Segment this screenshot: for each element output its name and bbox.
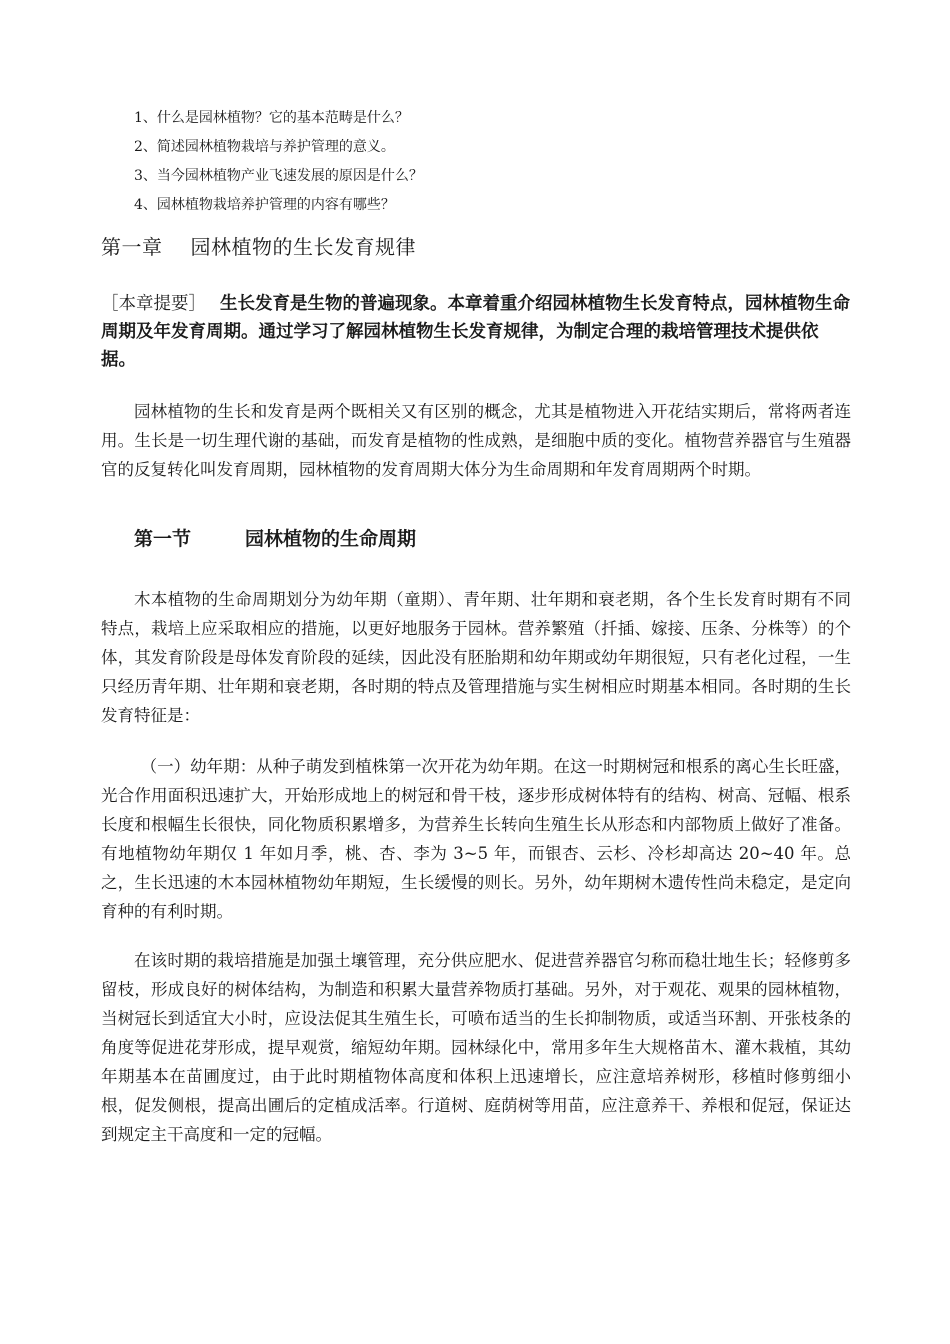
chapter-summary — [101, 290, 851, 374]
section-number: 第一节 — [134, 528, 192, 550]
summary-label: ［本章提要］ — [101, 294, 206, 314]
body-paragraph: （一）幼年期：从种子萌发到植株第一次开花为幼年期。在这一时期树冠和根系的离心生长旺盛，光合作用面积迅速扩大，开始形成地上的树冠和骨干枝，逐步形成树体特有的结构、树高、冠幅、根系长度和根幅生长很快，同化物质积累增多，为营养生长转向生殖生长从形态和内部物质上做好了准备。有地植物幼年期仅 1 年如月季，桃、杏、李为 3~5 年，而银杏、云杉、冷杉却高达 20~40 年。总之，生长迅速的木本园林植物幼年期短，生长缓慢的则长。另外，幼年期树木遗传性尚未稳定，是定向育种的有利时期。 — [101, 757, 851, 921]
chapter-heading — [101, 233, 416, 261]
review-question: 1、什么是园林植物？它的基本范畴是什么？ — [134, 110, 409, 126]
section-title: 园林植物的生命周期 — [245, 528, 417, 550]
review-question: 3、当今园林植物产业飞速发展的原因是什么？ — [134, 168, 423, 184]
chapter-number: 第一章 — [101, 235, 163, 259]
body-paragraph: 在该时期的栽培措施是加强土壤管理，充分供应肥水、促进营养器官匀称而稳壮地生长；轻修剪多留枝，形成良好的树体结构，为制造和积累大量营养物质打基础。另外，对于观花、观果的园林植物，当树冠长到适宜大小时，应设法促其生殖生长，可喷布适当的生长抑制物质，或适当环割、开张枝条的角度等促进花芽形成，提早观赏，缩短幼年期。园林绿化中，常用多年生大规格苗木、灌木栽植，其幼年期基本在苗圃度过，由于此时期植物体高度和体积上迅速增长，应注意培养树形，移植时修剪细小根，促发侧根，提高出圃后的定植成活率。行道树、庭荫树等用苗，应注意养干、养根和促冠，保证达到规定主干高度和一定的冠幅。 — [101, 951, 851, 1144]
review-question-list — [134, 104, 423, 220]
review-question: 2、简述园林植物栽培与养护管理的意义。 — [134, 139, 395, 155]
chapter-title: 园林植物的生长发育规律 — [190, 235, 416, 259]
intro-paragraph: 园林植物的生长和发育是两个既相关又有区别的概念，尤其是植物进入开花结实期后，常将两者连用。生长是一切生理代谢的基础，而发育是植物的性成熟，是细胞中质的变化。植物营养器官与生殖器官的反复转化叫发育周期，园林植物的发育周期大体分为生命周期和年发育周期两个时期。 — [101, 402, 851, 479]
review-question: 4、园林植物栽培养护管理的内容有哪些？ — [134, 197, 395, 213]
body-paragraph: 木本植物的生命周期划分为幼年期（童期）、青年期、壮年期和衰老期，各个生长发育时期有不同特点，栽培上应采取相应的措施，以更好地服务于园林。营养繁殖（扦插、嫁接、压条、分株等）的个体，其发育阶段是母体发育阶段的延续，因此没有胚胎期和幼年期或幼年期很短，只有老化过程，一生只经历青年期、壮年期和衰老期，各时期的特点及管理措施与实生树相应时期基本相同。各时期的生长发育特征是： — [101, 590, 851, 725]
summary-text: 生长发育是生物的普遍现象。本章着重介绍园林植物生长发育特点，园林植物生命周期及年发育周期。通过学习了解园林植物生长发育规律，为制定合理的栽培管理技术提供依据。 — [101, 294, 850, 370]
section-heading — [134, 524, 416, 554]
